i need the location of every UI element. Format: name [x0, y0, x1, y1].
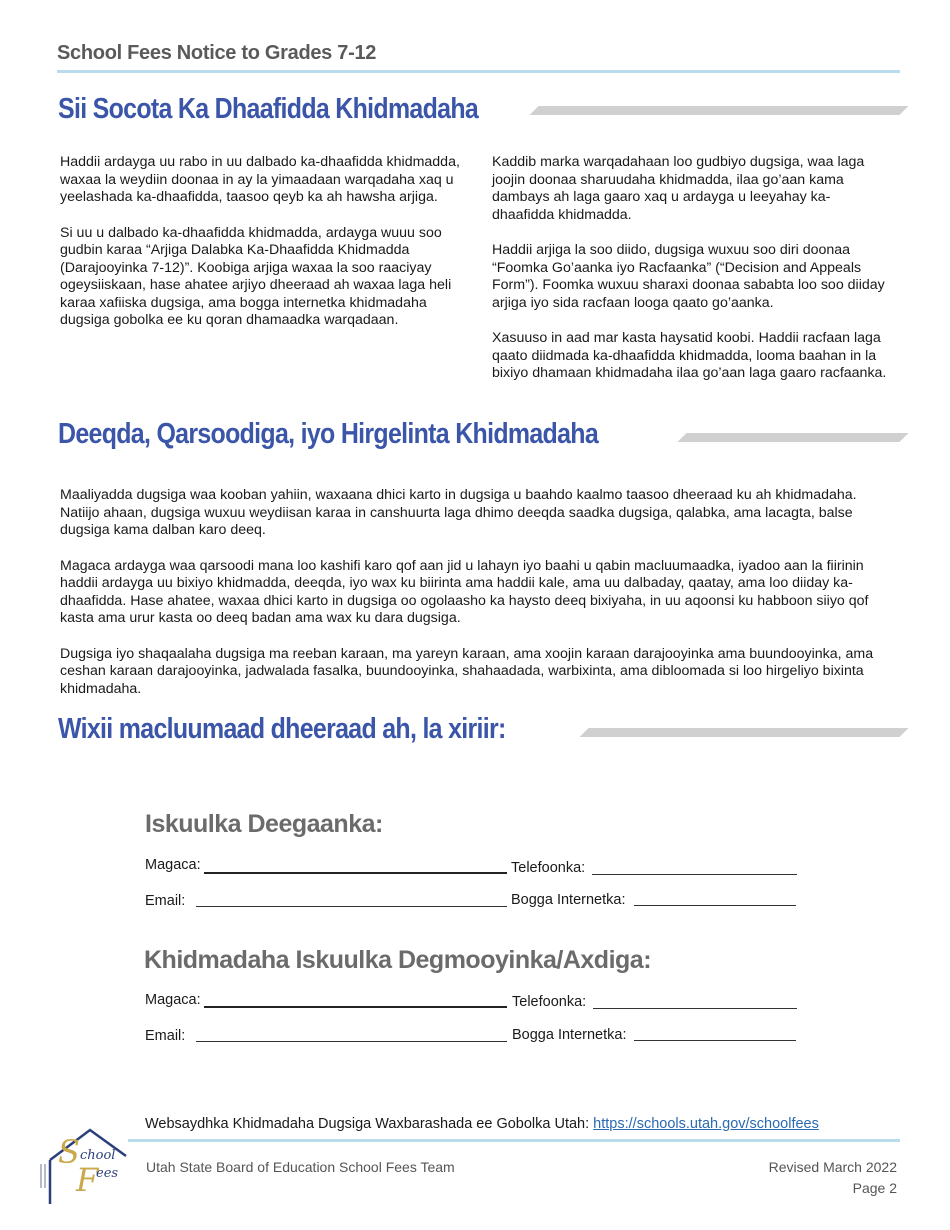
name-field-line[interactable]: [204, 1006, 507, 1008]
name-field-line[interactable]: [204, 872, 507, 874]
district-fees-title: Khidmadaha Iskuulka Degmooyinka/Axdiga:: [144, 946, 652, 974]
heading-stripe: [678, 433, 909, 442]
state-website-label: Websaydhka Khidmadaha Dugsiga Waxbarashada ee Gobolka Utah:: [145, 1116, 590, 1132]
section-heading-donations: Deeqda, Qarsoodiga, iyo Hirgelinta Khidmadaha: [58, 418, 599, 450]
name-label: Magaca:: [145, 992, 201, 1008]
paragraph: Kaddib marka warqadahaan loo gudbiyo dugsiga, waa laga joojin doonaa sharuudaha khidmadda, ilaa go’aan kama dambays ah laga gaaro xaq u ardayga u leeyahay ka-dhaafidda khidmadda.: [492, 154, 865, 223]
phone-field-line[interactable]: [593, 1008, 797, 1009]
paragraph: Haddii ardayga uu rabo in uu dalbado ka-dhaafidda khidmadda, waxaa la weydiin doonaa in ay la yimaadaan warqadaha xaq u yeelashada ka-dhaafidda, taasoo qeyb ka ah hawsha arjiga.: [60, 154, 460, 205]
logo-letter-s: S: [58, 1133, 80, 1171]
school-fees-logo: [38, 1126, 128, 1206]
phone-field-line[interactable]: [592, 874, 797, 875]
section-heading-waivers: Sii Socota Ka Dhaafidda Khidmadaha: [58, 93, 479, 125]
email-label: Email:: [145, 893, 186, 909]
footer-rule: [128, 1139, 900, 1142]
section-heading-contact: Wixii macluumaad dheeraad ah, la xiriir:: [58, 713, 506, 745]
heading-stripe: [530, 106, 909, 115]
footer-page-number: Page 2: [852, 1180, 897, 1196]
state-website-link[interactable]: https://schools.utah.gov/schoolfees: [593, 1116, 819, 1132]
section2-body: [60, 487, 896, 698]
paragraph: Haddii arjiga la soo diido, dugsiga wuxuu soo diri doonaa “Foomka Go’aanka iyo Racfaanka” (“Decision and Appeals Form”). Foomka wuxuu sharaxi doonaa sababta loo soo diiday arjiga iyo sida racfaan looga qaato go’aanka.: [492, 242, 885, 311]
paragraph: Si uu u dalbado ka-dhaafidda khidmadda, ardayga wuuu soo gudbin karaa “Arjiga Dalabka Ka-Dhaafidda Khidmadda (Darajooyinka 7-12)”. Koobiga arjiga waxaa la soo raaciyay ogeysiiskaan, hase ahatee arjiyo dheeraad ah waxaa laga heli karaa xafiiska dugsiga, ama bogga internetka khidmadaha dugsiga gobolka ee ku qoran dhamaadka warqadaan.: [60, 224, 452, 328]
heading-stripe: [580, 728, 909, 737]
website-field-line[interactable]: [634, 1040, 796, 1041]
website-field-line[interactable]: [634, 905, 796, 906]
phone-label: Telefoonka:: [512, 994, 587, 1010]
section1-left-column: [60, 154, 468, 330]
footer-team: Utah State Board of Education School Fees Team: [146, 1159, 455, 1175]
email-field-line[interactable]: [196, 1041, 507, 1042]
phone-label: Telefoonka:: [511, 860, 586, 876]
paragraph: Xasuuso in aad mar kasta haysatid koobi. Haddii racfaan laga qaato diidmada ka-dhaafidda khidmadda, looma baahan in la bixiyo dhamaan khidmadaha ilaa go’aan laga gaaro racfaanka.: [492, 330, 887, 381]
section1-right-column: [492, 154, 892, 383]
email-label: Email:: [145, 1028, 186, 1044]
website-label: Bogga Internetka:: [511, 892, 626, 908]
footer-revised: Revised March 2022: [768, 1159, 897, 1175]
local-school-title: Iskuulka Deegaanka:: [145, 810, 383, 838]
logo-word-school: chool: [80, 1148, 116, 1163]
name-label: Magaca:: [145, 857, 201, 873]
document-header: School Fees Notice to Grades 7-12: [57, 42, 377, 64]
state-website-line: [145, 1116, 819, 1132]
header-rule: [57, 70, 900, 73]
website-label: Bogga Internetka:: [512, 1027, 627, 1043]
logo-word-fees: ees: [96, 1166, 119, 1181]
email-field-line[interactable]: [196, 906, 507, 907]
paragraph: Magaca ardayga waa qarsoodi mana loo kashifi karo qof aan jid u lahayn iyo baahi u qabin macluumaadka, iyadoo aan la fiirinin haddii ardayga uu bixiyo khidmadda, deeqda, iyo wax ku biirinta ama haddii kale, ama uu dalbaday, qaatay, ama loo diiday ka-dhaafidda. Hase ahatee, waxaa dhici karto in dugsiga oo ogolaasho ka haysto deeq bixiyaha, in uu aqoonsi ku habboon siiyo qof kasta ama urur kasta oo deeq badan ama wax ku dara dugsiga.: [60, 557, 869, 626]
logo-letter-f: F: [76, 1161, 99, 1199]
paragraph: Dugsiga iyo shaqaalaha dugsiga ma reeban karaan, ma yareyn karaan, ama xoojin karaan darajooyinka ama buundooyinka, ama ceshan karaan darajooyinka, jadwalada fasalka, buundooyinka, shahaadada, warbixinta, ama dibloomada si loo hirgeliyo bixinta khidmadaha.: [60, 645, 874, 697]
paragraph: Maaliyadda dugsiga waa kooban yahiin, waxaana dhici karto in dugsiga u baahdo kaalmo taasoo dheeraad ku ah khidmadaha. Natiijo ahaan, dugsiga wuxuu weydiisan karaa in canshuurta laga dhimo deeqda saadka dugsiga, qalabka, ama lacagta, balse dugsiga kama dalban karo deeq.: [60, 487, 857, 538]
